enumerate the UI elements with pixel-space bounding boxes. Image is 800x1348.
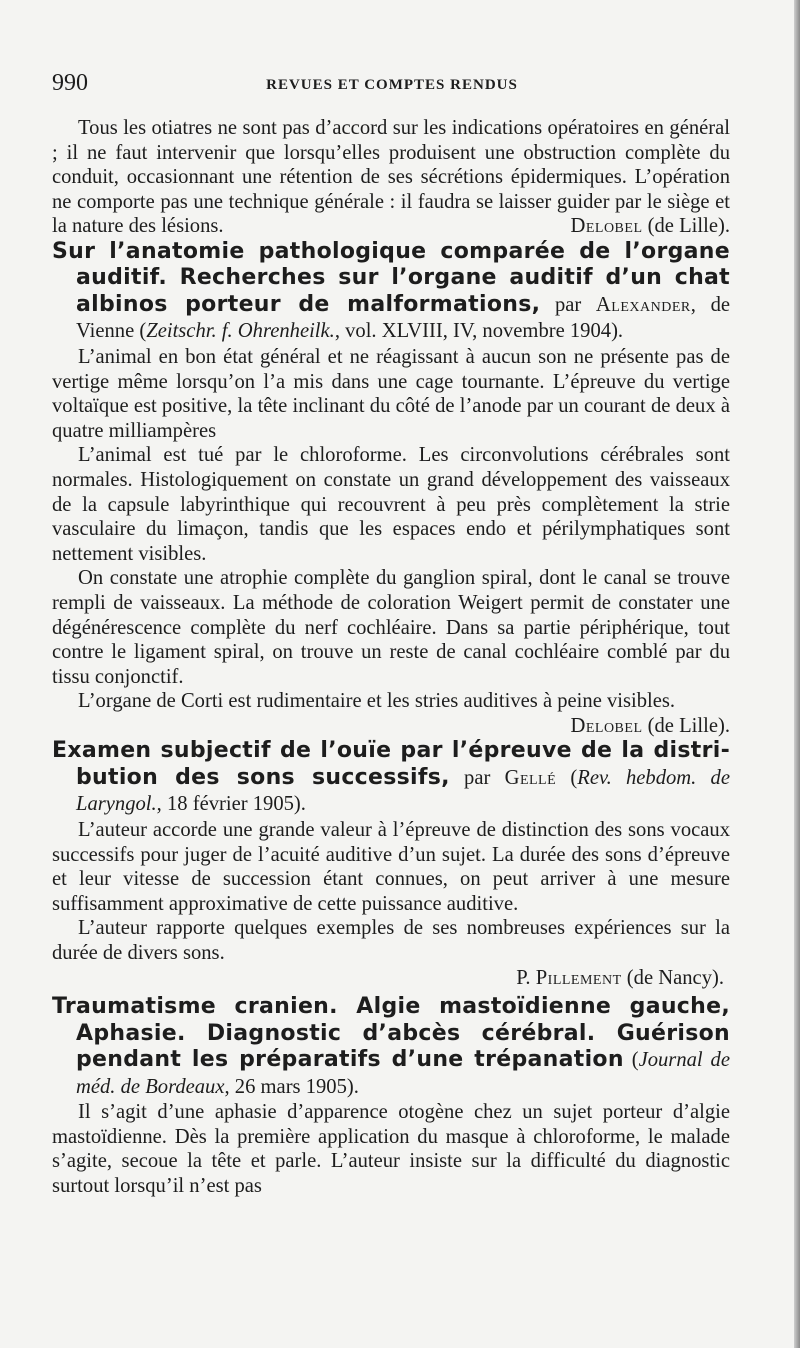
journal-name: Zeitschr. f. Ohrenheilk. bbox=[146, 320, 335, 343]
article-2-heading bbox=[52, 738, 730, 818]
intro-signature bbox=[544, 214, 730, 239]
author-suffix: , de Vienne ( bbox=[76, 293, 730, 343]
article-2-paragraph-1: L’auteur accorde une grande valeur à l’épreuve de distinction des sons vocaux successifs pour juger de l’acuité auditive d’un sujet. La durée des sons d’épreuve et leur vitesse de succession étant connues, on peut arriver à une mesure suffisamment approximative de cette puissance auditive. bbox=[52, 818, 730, 915]
article-2-title-rest: bution des sons successifs, bbox=[76, 764, 450, 790]
page-content bbox=[52, 116, 730, 1199]
author-name: Gellé bbox=[504, 766, 557, 789]
intro-paragraph bbox=[52, 116, 730, 239]
signature-place: (de Nancy). bbox=[626, 966, 724, 989]
citation-details: , 26 mars 1905). bbox=[224, 1075, 359, 1098]
page-header bbox=[52, 70, 732, 100]
journal-name: Journal de méd. de Bordeaux bbox=[76, 1049, 730, 1098]
page-edge-shadow bbox=[794, 0, 800, 1348]
signature-name: Pillement bbox=[535, 966, 622, 989]
article-1-title-first: Sur l’anatomie pathologique comparée de l’organe bbox=[52, 238, 730, 264]
running-head: REVUES ET COMPTES RENDUS bbox=[266, 77, 518, 93]
article-3-title-rest: Aphasie. Diagnostic d’abcès cérébral. Guérison pendant les préparatifs d’une trépanation bbox=[76, 1020, 730, 1073]
article-1-paragraph-2: L’animal est tué par le chloroforme. Les circonvolutions cérébrales sont normales. Histologiquement on constate un grand développement des vaisseaux de la capsule labyrinthique qui recouvrent à peu près complètement la strie vasculaire du limaçon, tandis que les espaces endo et périlymphatiques sont nettement visibles. bbox=[52, 444, 730, 565]
article-2-citation: par Gellé (Rev. hebdom. de Laryngol., 18 février 1905). bbox=[76, 766, 730, 816]
citation-details: , 18 février 1905). bbox=[156, 793, 306, 816]
article-1-paragraph-4 bbox=[52, 689, 730, 738]
article-1-heading bbox=[52, 239, 730, 345]
signature-place: (de Lille). bbox=[647, 215, 730, 238]
article-1-signature bbox=[544, 714, 730, 739]
signature-initial: P. bbox=[516, 966, 531, 989]
article-2-paragraph-2: L’auteur rapporte quelques exemples de ses nombreuses expériences sur la durée de divers sons. bbox=[52, 917, 730, 964]
intro-text: Tous les otiatres ne sont pas d’accord sur les indications opératoires en général ; il ne faut intervenir que lorsqu’elles produisent une obstruction complète du conduit, occasionnant une rétention de ses sécrétions épidermiques. L’opération ne comporte pas une technique générale : il faudra se laisser guider par le siège et la nature des lésions. bbox=[52, 117, 730, 238]
signature-name: Delobel bbox=[570, 714, 643, 737]
author-prefix: par bbox=[464, 766, 491, 789]
author-prefix: par bbox=[554, 293, 582, 316]
signature-name: Delobel bbox=[570, 215, 643, 238]
citation-details: , vol. XLVIII, IV, novembre 1904). bbox=[334, 320, 624, 343]
page-number: 990 bbox=[52, 70, 88, 96]
article-1-title-rest: auditif. Recherches sur l’organe auditif d’un chat albinos porteur de malformations, bbox=[76, 265, 730, 317]
article-1-paragraph-3: On constate une atrophie complète du ganglion spiral, dont le canal se trouve rempli de vaisseaux. La méthode de coloration Weigert permit de constater une dégénérescence complète du nerf cochléaire. Dans sa partie périphérique, tout contre le ligament spiral, on trouve un reste de canal cochléaire comblé par du tissu conjonctif. bbox=[52, 567, 730, 688]
article-2-title-first: Examen subjectif de l’ouïe par l’épreuve de la distri- bbox=[52, 738, 730, 764]
article-2-signature bbox=[52, 966, 730, 991]
signature-place: (de Lille). bbox=[647, 714, 730, 737]
article-3-title-first: Traumatisme cranien. Algie mastoïdienne gauche, bbox=[52, 994, 730, 1020]
article-1-paragraph-1: L’animal en bon état général et ne réagissant à aucun son ne présente pas de vertige même lorsqu’on l’a mis dans une cage tournante. L’épreuve du vertige voltaïque est positive, la tête inclinant du côté de l’anode par un courant de deux à quatre milliampères bbox=[52, 345, 730, 442]
article-1-paragraph-4-text: L’organe de Corti est rudimentaire et les stries auditives à peine visibles. bbox=[78, 690, 676, 713]
article-3-paragraph-1: Il s’agit d’une aphasie d’apparence otogène chez un sujet porteur d’algie mastoïdienne. Dès la première application du masque à chloroforme, le malade s’agite, secoue la tête et parle. L’auteur insiste sur la difficulté du diagnostic surtout lorsqu’il n’est pas bbox=[52, 1101, 730, 1197]
article-3-heading bbox=[52, 994, 730, 1100]
article-3-citation: (Journal de méd. de Bordeaux, 26 mars 1905). bbox=[76, 1049, 730, 1098]
journal-name: Rev. hebdom. de Laryngol. bbox=[76, 766, 730, 816]
author-name: Alexander bbox=[595, 293, 691, 316]
